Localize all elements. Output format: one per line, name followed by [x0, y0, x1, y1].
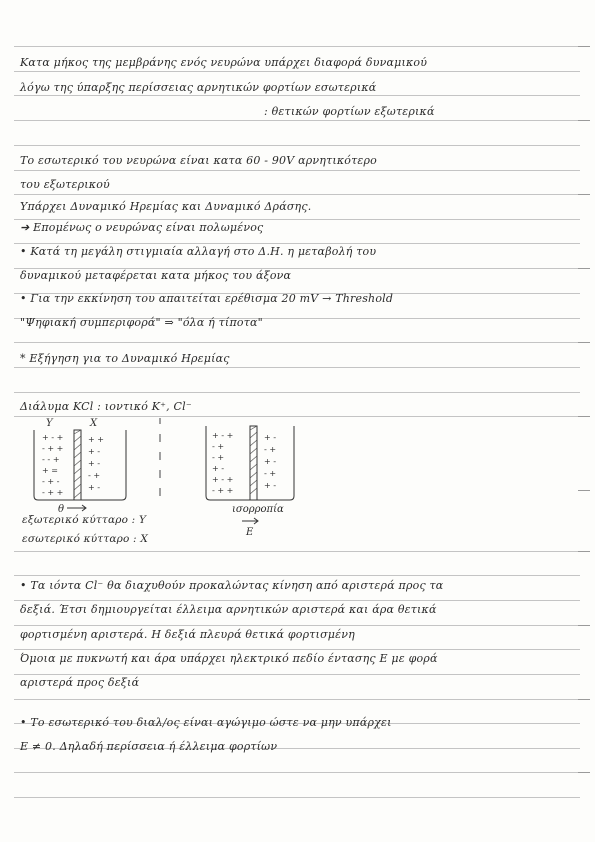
charge-group: - + + — [212, 486, 234, 495]
margin-tick — [578, 342, 590, 343]
ruled-line — [14, 674, 580, 675]
text-line-22: E ≠ 0. Δηλαδή περίσσεια ή έλλειμα φορτίων — [20, 740, 278, 753]
ruled-line — [14, 772, 580, 773]
ruled-line — [14, 600, 580, 601]
ruled-line — [14, 797, 580, 798]
theta-arrow — [67, 505, 86, 511]
solution-label: Διάλυμα KCl : ιοντικό K⁺, Cl⁻ — [20, 400, 192, 413]
text-line-11: "Ψηφιακή συμπεριφορά" ⇒ "όλα ή τίποτα" — [20, 316, 263, 329]
right-membrane-hatch — [250, 426, 257, 494]
ruled-line — [14, 194, 580, 195]
margin-tick — [578, 416, 590, 417]
text-line-6: Υπάρχει Δυναμικό Ηρεμίας και Δυναμικό Δράσης. — [20, 200, 312, 213]
charge-group: - - + — [42, 455, 60, 464]
text-line-8: • Κατά τη μεγάλη στιγμιαία αλλαγή στο Δ.Η. η μεταβολή του — [20, 245, 377, 258]
ruled-line — [14, 575, 580, 576]
ruled-line — [14, 649, 580, 650]
text-line-20: αριστερά προς δεξιά — [20, 676, 140, 689]
text-line-3: : θετικών φορτίων εξωτερικά — [264, 105, 435, 118]
charge-group: - + — [264, 469, 277, 478]
text-line-19: Όμοια με πυκνωτή και άρα υπάρχει ηλεκτρικό πεδίο έντασης E με φορά — [20, 652, 438, 665]
ruled-line — [14, 120, 580, 121]
text-line-10: • Για την εκκίνηση του απαιτείται ερέθισμα 20 mV → Threshold — [20, 292, 394, 305]
interior-note: εσωτερικό κύτταρο : X — [22, 533, 149, 545]
text-line-2: λόγω της ύπαρξης περίσσειας αρνητικών φορτίων εσωτερικά — [20, 81, 377, 94]
ruled-line — [14, 95, 580, 96]
margin-tick — [578, 699, 590, 700]
charge-group: - + + — [42, 444, 64, 453]
ruled-line — [14, 551, 580, 552]
charge-group: + - — [88, 459, 101, 468]
ruled-line — [14, 170, 580, 171]
charge-group: - + — [88, 471, 101, 480]
ruled-line — [14, 625, 580, 626]
margin-tick — [578, 772, 590, 773]
charge-group: + - + — [42, 433, 64, 442]
ruled-line — [14, 392, 580, 393]
margin-tick — [578, 625, 590, 626]
text-line-5: του εξωτερικού — [20, 178, 110, 191]
equilibrium-label: ισορροπία — [232, 504, 284, 515]
charge-group: + - + — [212, 475, 234, 484]
margin-tick — [578, 46, 590, 47]
ruled-line — [14, 71, 580, 72]
charge-group: - + — [212, 453, 225, 462]
section-heading: * Εξήγηση για το Δυναμικό Ηρεμίας — [20, 352, 230, 365]
text-line-1: Κατα μήκος της μεμβράνης ενός νευρώνα υπάρχει διαφορά δυναμικού — [20, 56, 428, 69]
text-line-4: Το εσωτερικό του νευρώνα είναι κατα 60 - 90V αρνητικότερο — [20, 154, 377, 167]
charge-group: + - — [264, 481, 277, 490]
ruled-line — [14, 367, 580, 368]
text-line-7: ➔ Επομένως ο νευρώνας είναι πολωμένος — [20, 221, 264, 234]
charge-group: + - — [88, 483, 101, 492]
charge-group: + - — [264, 433, 277, 442]
charge-group: + - — [88, 447, 101, 456]
theta-label: θ — [58, 504, 65, 515]
charge-group: - + - — [42, 477, 60, 486]
text-line-21: • Το εσωτερικό του διαλ/ος είναι αγώγιμο ώστε να μην υπάρχει — [20, 716, 392, 729]
margin-tick — [578, 120, 590, 121]
field-label: E — [246, 527, 254, 538]
charge-group: - + — [212, 442, 225, 451]
ruled-line — [14, 219, 580, 220]
field-arrow — [242, 518, 258, 524]
charge-group: + = — [42, 466, 58, 475]
text-line-9: δυναμικού μεταφέρεται κατα μήκος του άξονα — [20, 269, 292, 282]
left-membrane-hatch — [74, 430, 81, 498]
margin-tick — [578, 551, 590, 552]
charge-group: + - — [264, 457, 277, 466]
diagram-label-x: X — [90, 418, 98, 429]
diagram-label-y: Y — [46, 418, 53, 429]
charge-group: + - + — [212, 431, 234, 440]
charge-group: + + — [88, 435, 104, 444]
charge-group: - + + — [42, 488, 64, 497]
ruled-line — [14, 699, 580, 700]
ruled-line — [14, 342, 580, 343]
charge-group: + - — [212, 464, 225, 473]
ruled-line — [14, 243, 580, 244]
text-line-16: • Τα ιόντα Cl⁻ θα διαχυθούν προκαλώντας κίνηση από αριστερά προς τα — [20, 579, 444, 592]
exterior-note: εξωτερικό κύτταρο : Y — [22, 514, 147, 526]
ruled-line — [14, 145, 580, 146]
text-line-18: φορτισμένη αριστερά. Η δεξιά πλευρά θετικά φορτισμένη — [20, 628, 355, 641]
margin-tick — [578, 268, 590, 269]
ruled-line — [14, 46, 580, 47]
charge-group: - + — [264, 445, 277, 454]
margin-tick — [578, 490, 590, 491]
margin-tick — [578, 194, 590, 195]
text-line-17: δεξιά. Έτσι δημιουργείται έλλειμα αρνητικών αριστερά και άρα θετικά — [20, 603, 437, 616]
